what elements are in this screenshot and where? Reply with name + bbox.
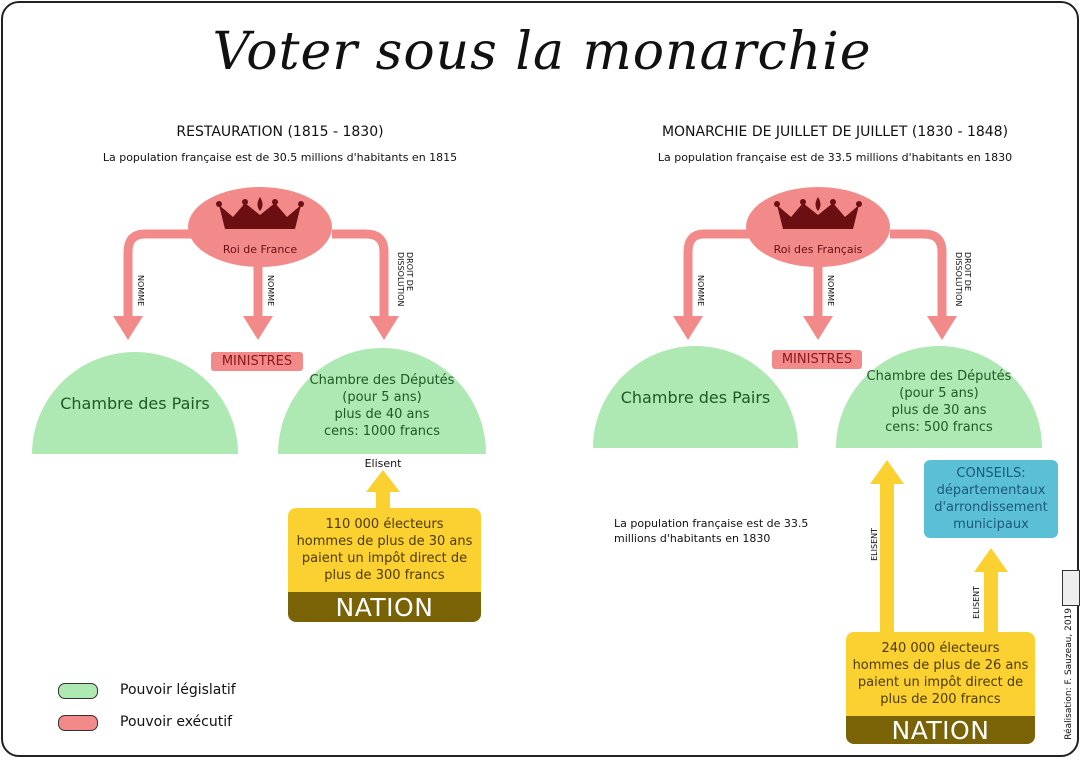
voters-line-2-left: hommes de plus de 30 ans [296,534,473,549]
legend-label-executif: Pouvoir exécutif [120,714,233,730]
voters-box-right [846,632,1035,716]
elisent-label-right-b: ELISENT [972,586,981,619]
legend-label-legislatif: Pouvoir législatif [120,682,236,698]
elisent-label-right-a: ELISENT [870,528,879,561]
arrowhead-elisent-right-deputes [870,460,904,484]
king-oval-left [188,187,332,267]
label-nomme-right-b: NOMME [826,275,835,307]
page-title: Voter sous la monarchie [212,22,872,82]
nation-box-right: NATION [846,716,1035,744]
deputes-line-1-right: Chambre des Députés [866,369,1012,384]
voters-line-4-right: plus de 200 francs [880,692,1001,707]
chambre-pairs-label-left: Chambre des Pairs [60,393,210,413]
conseils-box [924,460,1058,538]
arrow-dissolution-right [890,234,942,318]
deputes-line-1-left: Chambre des Députés [309,373,455,388]
voters-line-2-right: hommes de plus de 26 ans [852,658,1029,673]
voters-line-3-left: paient un impôt direct de [301,551,468,566]
label-nomme-left-b: NOMME [266,275,275,307]
elisent-label-left: Elisent [364,457,402,470]
left-subheading: La population française est de 30.5 millions d'habitants en 1815 [102,151,458,164]
king-label-right: Roi des Français [773,243,863,256]
arrow-elisent-shaft-right-deputes [880,482,894,634]
king-label-left: Roi de France [222,243,298,256]
legend-swatch-executif [58,715,98,731]
voters-line-1-left: 110 000 électeurs [325,517,444,532]
conseils-line-3: d'arrondissement [934,500,1048,515]
arrow-dissolution-left [332,234,384,318]
arrowhead-elisent-left [366,470,400,492]
right-subheading: La population française est de 33.5 millions d'habitants en 1830 [657,151,1013,164]
population-note-right [614,516,824,546]
ministres-box-right: MINISTRES [772,350,862,369]
label-dissolution-left: DROIT DE DISSOLUTION [396,252,414,307]
deputes-line-3-left: plus de 40 ans [334,407,430,422]
deputes-line-4-right: cens: 500 francs [885,420,993,435]
conseils-line-2: départementaux [936,483,1046,498]
label-nomme-left-a: NOMME [136,275,145,307]
voters-line-3-right: paient un impôt direct de [857,675,1024,690]
population-note-line-2: millions d'habitants en 1830 [614,532,771,545]
nation-box-left: NATION [288,592,481,622]
voters-line-1-right: 240 000 électeurs [881,641,1000,656]
cc-license-icon [1062,570,1080,606]
chambre-pairs-label-right: Chambre des Pairs [620,387,771,407]
left-heading: RESTAURATION (1815 - 1830) [176,124,384,140]
arrowhead-pairs-right [673,316,703,340]
population-note-line-1: La population française est de 33.5 [614,517,809,530]
deputes-line-4-left: cens: 1000 francs [324,424,440,439]
king-oval-right [746,187,890,267]
arrowhead-elisent-right-conseils [974,548,1008,572]
label-dissolution-right: DROIT DE DISSOLUTION [954,252,972,307]
voters-box-left [288,508,481,592]
deputes-line-3-right: plus de 30 ans [891,403,987,418]
crown-icon [773,197,863,233]
arrowhead-ministres-right [803,316,833,340]
arrowhead-ministres-left [243,316,273,340]
ministres-box-left: MINISTRES [211,352,303,371]
conseils-line-1: CONSEILS: [956,466,1026,481]
arrow-elisent-shaft-right-conseils [984,570,998,634]
conseils-line-4: municipaux [953,517,1029,532]
credit-text: Réalisation: F. Sauzeau, 2019 [1064,608,1074,740]
label-nomme-right-a: NOMME [696,275,705,307]
legend-swatch-legislatif [58,683,98,699]
right-heading: MONARCHIE DE JUILLET DE JUILLET (1830 - 1848) [661,124,1009,140]
arrowhead-pairs-left [113,316,143,340]
deputes-line-2-left: (pour 5 ans) [342,390,422,405]
voters-line-4-left: plus de 300 francs [324,568,445,583]
deputes-line-2-right: (pour 5 ans) [899,386,979,401]
crown-icon [215,197,305,233]
